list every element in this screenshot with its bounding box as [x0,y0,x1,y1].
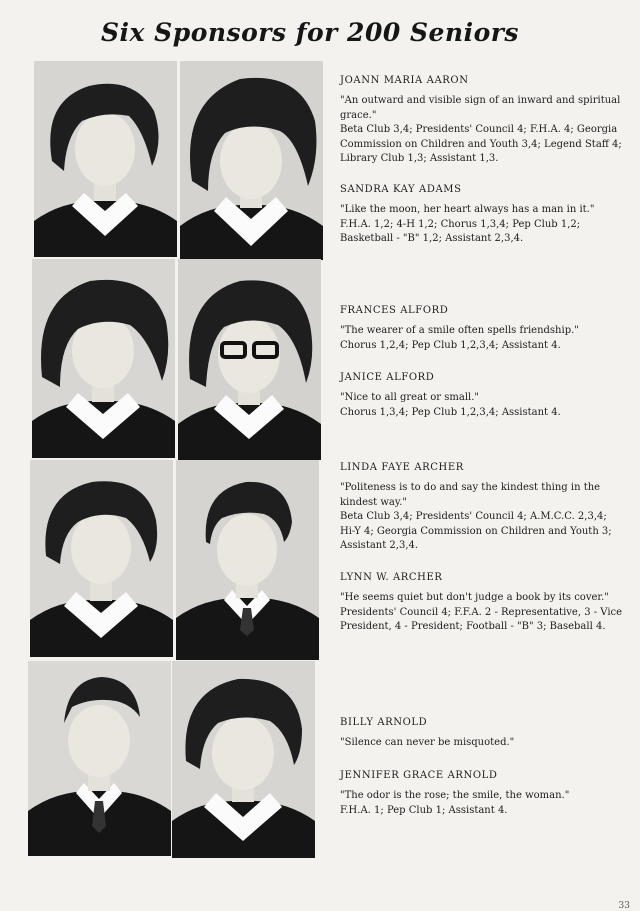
senior-entry [340,462,625,554]
portrait-illustration [32,259,175,458]
page-number: 33 [618,901,630,911]
portrait-illustration [28,661,171,856]
portrait-illustration [178,259,321,460]
senior-entry [340,572,625,635]
senior-quote: "An outward and visible sign of an inward and spiritual grace." [340,95,621,121]
senior-quote: "The wearer of a smile often spells friendship." [340,325,579,336]
senior-name: FRANCES ALFORD [340,305,449,316]
portrait-illustration [34,61,177,257]
senior-name: JENNIFER GRACE ARNOLD [340,770,498,781]
portrait-linda-faye-archer [30,460,173,657]
senior-activities: Beta Club 3,4; Presidents' Council 4; A.M.C.C. 2,3,4; Hi-Y 4; Georgia Commission on Children and Youth 3; Assistant 2,3,4. [340,511,612,551]
senior-activities: Beta Club 3,4; Presidents' Council 4; F.H.A. 4; Georgia Commission on Children and Youth 3,4; Legend Staff 4; Library Club 1,3; Assistant 1,3. [340,124,622,164]
portrait-jennifer-grace-arnold [172,661,315,858]
senior-quote: "Like the moon, her heart always has a man in it." [340,204,595,215]
senior-quote: "Silence can never be misquoted." [340,737,515,748]
senior-activities: F.H.A. 1; Pep Club 1; Assistant 4. [340,804,508,816]
portrait-janice-alford [178,259,321,460]
senior-quote: "The odor is the rose; the smile, the woman." [340,790,570,801]
senior-name: LYNN W. ARCHER [340,572,443,583]
portrait-illustration [172,661,315,858]
senior-entry [340,770,625,818]
senior-activities: Chorus 1,3,4; Pep Club 1,2,3,4; Assistant 4. [340,406,561,418]
senior-entries [340,60,630,880]
senior-name: JANICE ALFORD [340,372,435,383]
portrait-illustration [180,61,323,260]
senior-quote: "He seems quiet but don't judge a book by its cover." [340,592,609,603]
senior-activities: Chorus 1,2,4; Pep Club 1,2,3,4; Assistant 4. [340,339,561,351]
senior-name: JOANN MARIA AARON [340,75,469,86]
portrait-billy-arnold [28,661,171,856]
senior-entry [340,184,625,247]
senior-entry [340,717,625,751]
senior-activities: F.H.A. 1,2; 4-H 1,2; Chorus 1,3,4; Pep Club 1,2; Basketball - "B" 1,2; Assistant 2,3,4. [340,218,581,244]
portrait-sandra-kay-adams [180,61,323,260]
page-title: Six Sponsors for 200 Seniors [101,18,519,47]
senior-name: BILLY ARNOLD [340,717,428,728]
senior-entry [340,305,625,353]
senior-quote: "Nice to all great or small." [340,392,479,403]
portrait-illustration [176,460,319,660]
portrait-joann-maria-aaron [34,61,177,257]
senior-quote: "Politeness is to do and say the kindest thing in the kindest way." [340,482,601,508]
portrait-lynn-w-archer [176,460,319,660]
senior-entry [340,75,625,167]
senior-activities: Presidents' Council 4; F.F.A. 2 - Representative, 3 - Vice President, 4 - President; Football - "B" 3; Baseball 4. [340,606,623,632]
portrait-frances-alford [32,259,175,458]
senior-entry [340,372,625,420]
senior-name: LINDA FAYE ARCHER [340,462,464,473]
portrait-illustration [30,460,173,657]
senior-name: SANDRA KAY ADAMS [340,184,462,195]
